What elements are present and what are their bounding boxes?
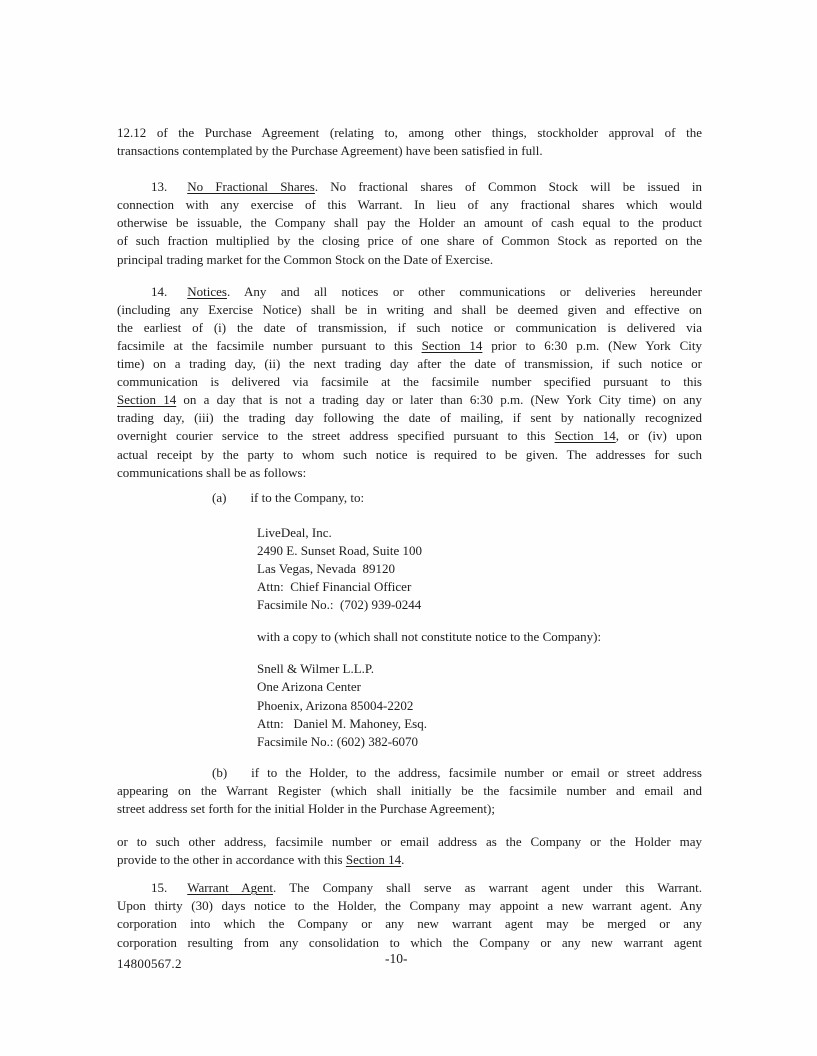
text-run: .: [401, 852, 405, 868]
text-run: . Any and all notices or other communications or deliveries hereunder: [226, 283, 702, 299]
text-run: if to the Company, to:: [250, 489, 365, 505]
text-line: [117, 178, 702, 196]
section-number: 13.: [151, 179, 168, 195]
text-run: 2490 E. Sunset Road, Suite 100: [257, 542, 423, 558]
address-line: [257, 678, 702, 696]
clause-b-paragraph: [117, 764, 702, 818]
copy-note-line: [257, 628, 702, 646]
text-line: [117, 915, 702, 933]
section-13-no-fractional-shares: [117, 178, 702, 268]
text-run: of such fraction multiplied by the closing price of one share of Common Stock as reported on the: [117, 233, 702, 249]
text-line: [117, 142, 702, 160]
text-line: [117, 232, 702, 250]
text-run: Phoenix, Arizona 85004-2202: [257, 697, 414, 713]
text-run: communication is delivered via facsimile at the facsimile number specified pursuant to this: [117, 374, 702, 390]
section-heading: No Fractional Shares: [187, 179, 315, 195]
text-run: . No fractional shares of Common Stock will be issued in: [314, 179, 702, 195]
section-reference: Section 14: [421, 337, 483, 353]
text-run: Attn: Chief Financial Officer: [257, 579, 412, 595]
text-run: provide to the other in accordance with this: [117, 852, 346, 868]
section-heading: Notices: [187, 283, 227, 299]
section-reference: Section 14: [554, 428, 616, 444]
text-run: actual receipt by the party to whom such notice is required to be given. The addresses for such: [117, 446, 702, 462]
address-line: [257, 596, 702, 614]
paragraph-purchase-agreement-tail: [117, 124, 702, 160]
section-number: 14.: [151, 283, 168, 299]
text-line: [117, 337, 702, 355]
text-run: or to such other address, facsimile number or email address as the Company or the Holder may: [117, 834, 702, 850]
text-run: with a copy to (which shall not constitute notice to the Company):: [257, 629, 602, 645]
text-line: [117, 782, 702, 800]
text-line: [257, 628, 702, 646]
text-line: [117, 800, 702, 818]
footer-doc-number: 14800567.2: [117, 956, 182, 971]
text-line: [117, 124, 702, 142]
text-run: corporation into which the Company or any new warrant agent may be merged or any: [117, 916, 702, 932]
text-run: communications shall be as follows:: [117, 464, 307, 480]
text-line: [117, 301, 702, 319]
counsel-address-block: [257, 660, 702, 750]
text-line: [117, 355, 702, 373]
text-run: if to the Holder, to the address, facsimile number or email or street address: [251, 764, 702, 780]
address-line: [257, 715, 702, 733]
text-run: . The Company shall serve as warrant agent under this Warrant.: [273, 880, 703, 896]
text-line: [117, 196, 702, 214]
text-run: , or (iv) upon: [615, 428, 702, 444]
address-line: [257, 560, 702, 578]
text-run: corporation resulting from any consolidation to which the Company or any new warrant agent: [117, 934, 702, 950]
text-run: (including any Exercise Notice) shall be in writing and shall be deemed given and effective on: [117, 301, 702, 317]
text-run: overnight courier service to the street address specified pursuant to this: [117, 428, 555, 444]
text-run: transactions contemplated by the Purchase Agreement) have been satisfied in full.: [117, 143, 543, 159]
text-line: [117, 851, 702, 869]
text-line: [117, 391, 702, 409]
text-line: [117, 409, 702, 427]
text-run: trading day, (iii) the trading day following the date of mailing, if sent by nationally recognized: [117, 410, 702, 426]
notice-change-paragraph: [117, 833, 702, 869]
text-run: LiveDeal, Inc.: [257, 524, 332, 540]
address-line: [257, 697, 702, 715]
text-run: appearing on the Warrant Register (which shall initially be the facsimile number and email and: [117, 782, 702, 798]
text-line: [117, 934, 702, 952]
text-run: principal trading market for the Common Stock on the Date of Exercise.: [117, 251, 494, 267]
text-run: Facsimile No.: (702) 939-0244: [257, 597, 422, 613]
text-line: [117, 833, 702, 851]
text-run: 12.12 of the Purchase Agreement (relating to, among other things, stockholder approval of the: [117, 125, 702, 140]
text-line: [117, 319, 702, 337]
text-run: Facsimile No.: (602) 382-6070: [257, 733, 419, 749]
text-run: street address set forth for the initial Holder in the Purchase Agreement);: [117, 801, 495, 816]
text-run: One Arizona Center: [257, 679, 361, 695]
section-reference: Section 14: [117, 392, 177, 408]
text-line: [117, 879, 702, 897]
text-line: [117, 489, 702, 507]
address-line: [257, 733, 702, 751]
document-content: [117, 124, 702, 952]
text-line: [117, 283, 702, 301]
text-run: Snell & Wilmer L.L.P.: [257, 661, 374, 677]
section-14-notices: [117, 283, 702, 482]
section-number: 15.: [151, 880, 168, 896]
text-run: facsimile at the facsimile number pursuant to this: [117, 337, 422, 353]
text-run: otherwise be issuable, the Company shall pay the Holder an amount of cash equal to the product: [117, 215, 702, 231]
section-15-warrant-agent: [117, 879, 702, 951]
clause-label: (b): [212, 764, 228, 780]
text-line: [117, 464, 702, 482]
text-line: [117, 764, 702, 782]
address-line: [257, 542, 702, 560]
text-run: on a day that is not a trading day or later than 6:30 p.m. (New York City time) on any: [176, 392, 702, 408]
text-run: connection with any exercise of this Warrant. In lieu of any fractional shares which would: [117, 197, 702, 213]
clause-a-line: [117, 489, 702, 507]
text-run: time) on a trading day, (ii) the next trading day after the date of transmission, if such notice or: [117, 356, 702, 372]
company-address-block: [257, 524, 702, 614]
footer-page-number: -10-: [385, 951, 408, 966]
section-reference: Section 14: [345, 852, 402, 868]
text-line: [117, 214, 702, 232]
address-line: [257, 660, 702, 678]
text-line: [117, 427, 702, 445]
text-run: the earliest of (i) the date of transmission, if such notice or communication is delivered via: [117, 319, 702, 335]
text-run: Attn: Daniel M. Mahoney, Esq.: [257, 715, 427, 731]
text-line: [117, 446, 702, 464]
section-heading: Warrant Agent: [187, 880, 274, 896]
text-line: [117, 251, 702, 269]
address-line: [257, 524, 702, 542]
text-run: prior to 6:30 p.m. (New York City: [482, 337, 702, 353]
text-run: Las Vegas, Nevada 89120: [257, 560, 396, 576]
clause-label: (a): [212, 489, 227, 505]
address-line: [257, 578, 702, 596]
text-line: [117, 373, 702, 391]
text-line: [117, 897, 702, 915]
text-run: Upon thirty (30) days notice to the Holder, the Company may appoint a new warrant agent. Any: [117, 898, 702, 914]
